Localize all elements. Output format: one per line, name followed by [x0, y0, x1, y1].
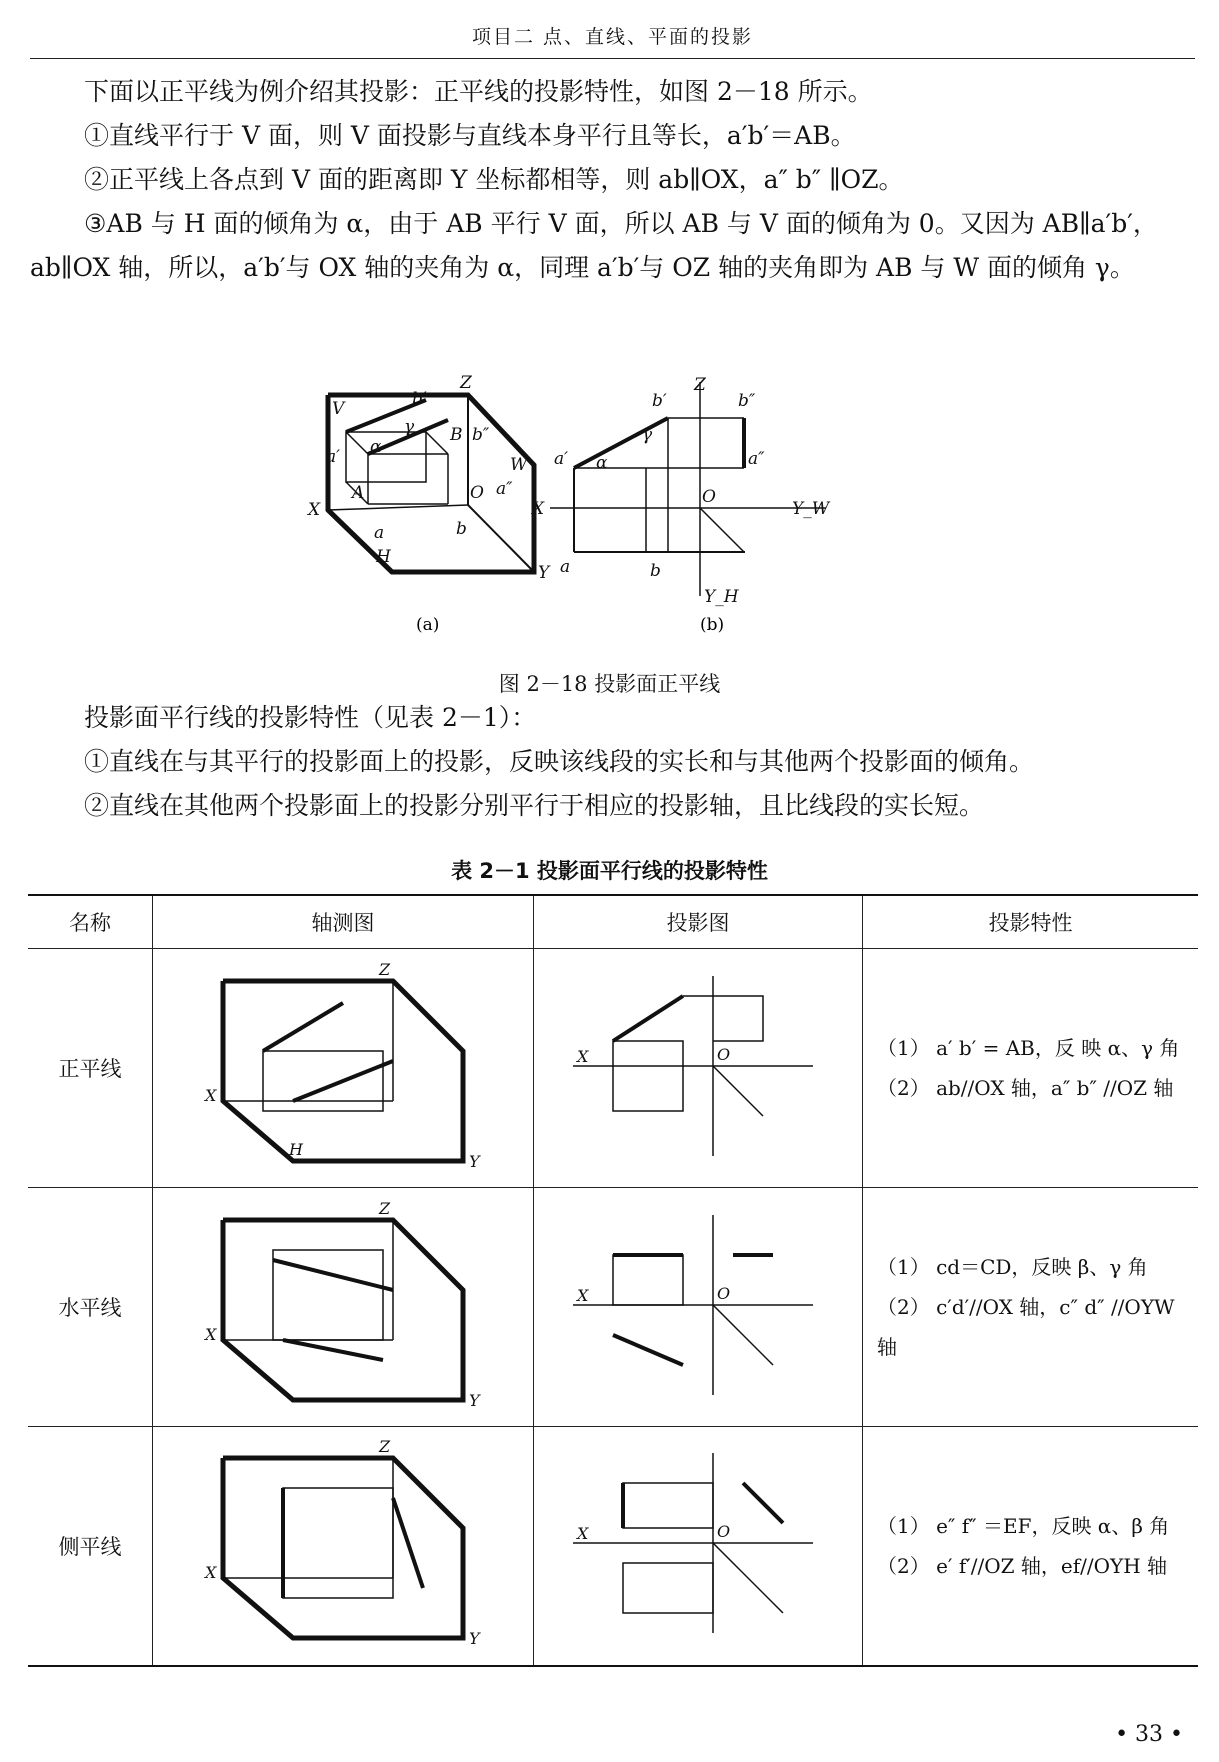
row-name: 侧平线: [28, 1427, 153, 1666]
fig-b-label-b-prime: b′: [652, 391, 667, 411]
svg-text:Z: Z: [379, 960, 391, 979]
col-header-properties: 投影特性: [863, 895, 1199, 949]
fig-a-label-a-dprime: a″: [496, 479, 513, 499]
col-header-axonometric: 轴测图: [153, 895, 534, 949]
fig-a-label-b-dprime: b″: [472, 425, 490, 445]
paragraph-intro: 下面以正平线为例介绍其投影：正平线的投影特性，如图 2－18 所示。: [84, 77, 873, 106]
svg-text:Y: Y: [469, 1390, 480, 1410]
projection-front-parallel: [563, 966, 833, 1166]
row-name: 水平线: [28, 1188, 153, 1427]
svg-text:X: X: [577, 1046, 589, 1066]
fig-b-label-a-prime: a′: [554, 449, 568, 469]
fig-a-label-x: X: [308, 500, 321, 520]
projection-table: [28, 894, 1198, 1667]
fig-b-label-o: O: [702, 487, 716, 507]
property-2: （2） ab//OX 轴，a″ b″ //OZ 轴: [877, 1076, 1174, 1100]
axonometric-front-parallel: [193, 961, 493, 1171]
fig-a-label-gamma: γ: [404, 417, 415, 437]
fig-b-label-yw: Y_W: [792, 499, 830, 519]
table-header-row: [28, 895, 1198, 949]
property-1: （1） cd＝CD，反映 β、γ 角: [877, 1255, 1148, 1279]
paragraph-point-2: ②正平线上各点到 V 面的距离即 Y 坐标都相等，则 ab∥OX，a″ b″ ∥OZ。: [84, 165, 904, 194]
col-header-name: 名称: [28, 895, 153, 949]
row-properties: [863, 1427, 1199, 1666]
col-header-projection: 投影图: [534, 895, 863, 949]
table-title: 表 2－1 投影面平行线的投影特性: [451, 859, 768, 883]
property-2: （2） c′d′//OX 轴，c″ d″ //OYW 轴: [877, 1295, 1175, 1359]
paragraph-summary-2: ②直线在其他两个投影面上的投影分别平行于相应的投影轴，且比线段的实长短。: [84, 791, 985, 820]
figure-b-projection: [550, 382, 826, 596]
paragraph-point-3: ③AB 与 H 面的倾角为 α，由于 AB 平行 V 面，所以 AB 与 V 面的倾角为 0。又因为 AB∥a′b′，ab∥OX 轴，所以，a′b′与 OX 轴的夹角为 α，同理 a′b′与 OZ 轴的夹角即为 AB 与 W 面的倾角 γ。: [30, 209, 1158, 282]
fig-b-label-gamma: γ: [642, 425, 653, 445]
fig-a-label-v: V: [332, 399, 345, 419]
svg-text:Y: Y: [469, 1629, 480, 1649]
fig-b-label-yh: Y_H: [704, 587, 739, 607]
fig-b-label-b-dprime: b″: [738, 391, 756, 411]
axonometric-profile: [193, 1438, 493, 1648]
axonometric-figure-cell: [153, 1427, 534, 1666]
fig-a-label-b: b: [456, 519, 467, 539]
svg-text:O: O: [717, 1522, 731, 1542]
svg-text:X: X: [205, 1085, 217, 1105]
svg-text:X: X: [205, 1563, 217, 1583]
svg-text:Z: Z: [379, 1438, 391, 1457]
paragraph-summary-1: ①直线在与其平行的投影面上的投影，反映该线段的实长和与其他两个投影面的倾角。: [84, 747, 1035, 776]
fig-a-label-z: Z: [460, 373, 472, 393]
projection-figure-cell: [534, 1188, 863, 1427]
fig-a-label-alpha: α: [370, 437, 382, 457]
paragraph-summary-intro: 投影面平行线的投影特性（见表 2－1）：: [84, 703, 537, 732]
svg-text:Z: Z: [379, 1199, 391, 1218]
paragraph-point-1: ①直线平行于 V 面，则 V 面投影与直线本身平行且等长，a′b′＝AB。: [84, 121, 856, 150]
fig-b-label-x: X: [532, 499, 545, 519]
fig-a-label-A: A: [352, 483, 365, 503]
fig-a-label-a: a: [374, 523, 385, 543]
projection-profile: [563, 1443, 833, 1643]
fig-b-label-a-dprime: a″: [748, 449, 765, 469]
running-header: 项目二 点、直线、平面的投影: [471, 26, 754, 48]
svg-text:X: X: [577, 1285, 589, 1305]
fig-a-label-B: B: [450, 425, 463, 445]
table-row: [28, 1188, 1198, 1427]
fig-a-label-o: O: [470, 483, 484, 503]
figure-2-18: [306, 370, 926, 640]
fig-b-label-z: Z: [694, 375, 706, 395]
fig-a-subcaption: (a): [416, 615, 440, 635]
fig-a-label-h: H: [376, 547, 391, 567]
fig-a-label-b-prime: b′: [412, 389, 427, 409]
header-rule: [30, 58, 1195, 59]
axonometric-horizontal: [193, 1200, 493, 1410]
fig-b-label-a: a: [560, 557, 571, 577]
projection-figure-cell: [534, 949, 863, 1188]
svg-text:X: X: [205, 1324, 217, 1344]
property-1: （1） e″ f″ ＝EF，反映 α、β 角: [877, 1513, 1170, 1538]
property-2: （2） e′ f′//OZ 轴，ef//OYH 轴: [877, 1553, 1167, 1578]
axonometric-figure-cell: [153, 1188, 534, 1427]
figure-caption: 图 2－18 投影面正平线: [498, 672, 721, 696]
table-row: [28, 1427, 1198, 1666]
row-name: 正平线: [28, 949, 153, 1188]
fig-b-label-b: b: [650, 561, 661, 581]
projection-horizontal: [563, 1205, 833, 1405]
svg-text:H: H: [289, 1139, 303, 1159]
property-1: （1） a′ b′ = AB，反 映 α、γ 角: [877, 1036, 1180, 1060]
row-properties: [863, 1188, 1199, 1427]
svg-text:Y: Y: [469, 1151, 480, 1171]
fig-b-label-alpha: α: [596, 453, 608, 473]
page-number: • 33 •: [1115, 1722, 1183, 1747]
projection-figure-cell: [534, 1427, 863, 1666]
fig-a-label-a-prime: a′: [326, 447, 340, 467]
svg-text:X: X: [577, 1524, 589, 1544]
table-row: [28, 949, 1198, 1188]
svg-text:O: O: [717, 1283, 731, 1303]
fig-b-subcaption: (b): [700, 615, 725, 635]
svg-text:O: O: [717, 1044, 731, 1064]
axonometric-figure-cell: [153, 949, 534, 1188]
fig-a-label-w: W: [510, 455, 528, 475]
fig-a-label-y: Y: [538, 563, 550, 583]
row-properties: [863, 949, 1199, 1188]
